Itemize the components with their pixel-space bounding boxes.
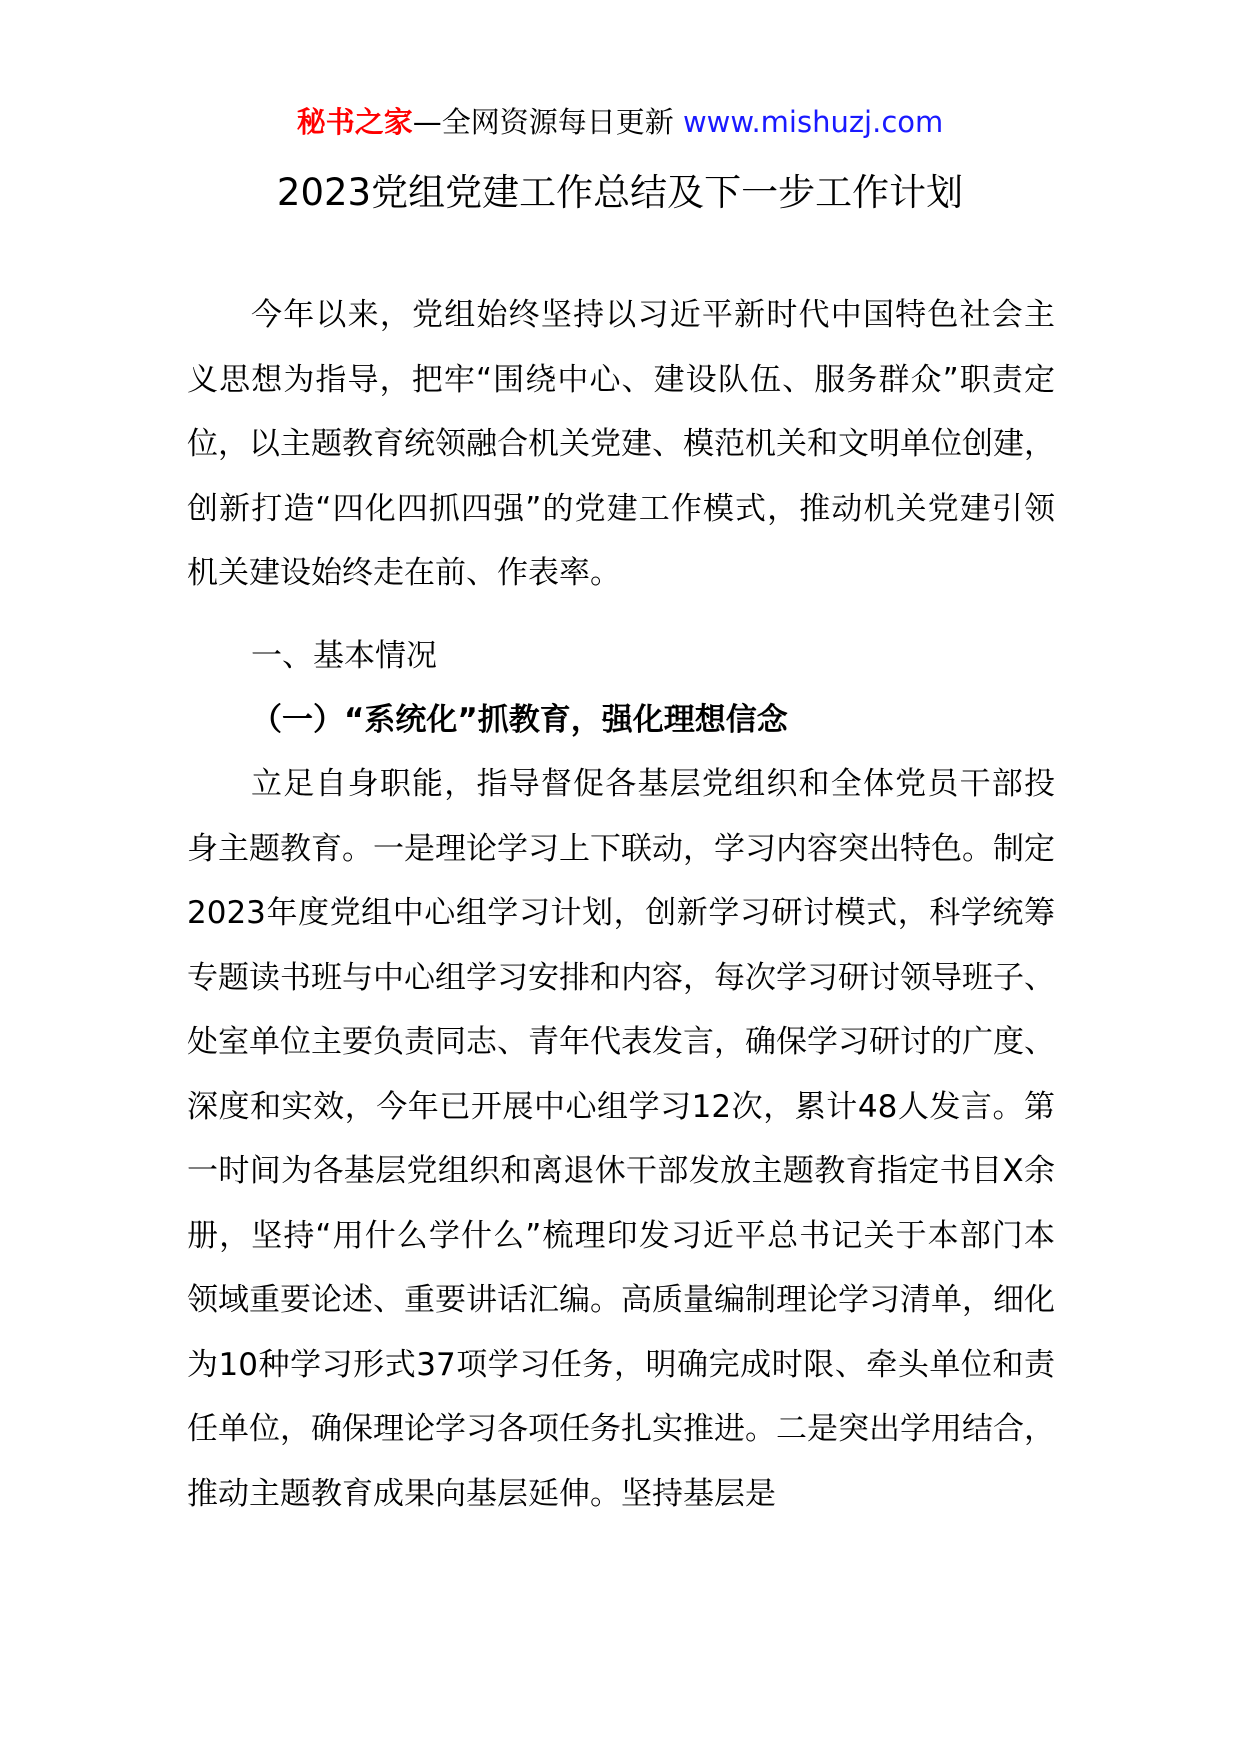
site-header bbox=[0, 102, 1240, 142]
body-paragraph: 立足自身职能，指导督促各基层党组织和全体党员干部投身主题教育。一是理论学习上下联动，学习内容突出特色。制定2023年度党组中心组学习计划，创新学习研讨模式，科学统筹专题读书班与中心组学习安排和内容，每次学习研讨领导班子、处室单位主要负责同志、青年代表发言，确保学习研讨的广度、深度和实效，今年已开展中心组学习12次，累计48人发言。第一时间为各基层党组织和离退休干部发放主题教育指定书目X余册，坚持“用什么学什么”梳理印发习近平总书记关于本部门本领域重要论述、重要讲话汇编。高质量编制理论学习清单，细化为10种学习形式37项学习任务，明确完成时限、牵头单位和责任单位，确保理论学习各项任务扎实推进。二是突出学用结合，推动主题教育成果向基层延伸。坚持基层是 bbox=[187, 766, 1055, 1512]
brand-name: 秘书之家 bbox=[296, 105, 413, 139]
document-title: 2023党组党建工作总结及下一步工作计划 bbox=[276, 171, 964, 214]
section-heading: 一、基本情况 bbox=[251, 638, 437, 674]
intro-paragraph: 今年以来，党组始终坚持以习近平新时代中国特色社会主义思想为指导，把牢“围绕中心、建设队伍、服务群众”职责定位，以主题教育统领融合机关党建、模范机关和文明单位创建，创新打造“四化四抓四强”的党建工作模式，推动机关党建引领机关建设始终走在前、作表率。 bbox=[187, 297, 1055, 591]
subsection-heading: （一）“系统化”抓教育，强化理想信念 bbox=[251, 702, 788, 738]
header-tagline: —全网资源每日更新 bbox=[412, 105, 674, 139]
site-url-link[interactable]: www.mishuzj.com bbox=[682, 105, 944, 139]
